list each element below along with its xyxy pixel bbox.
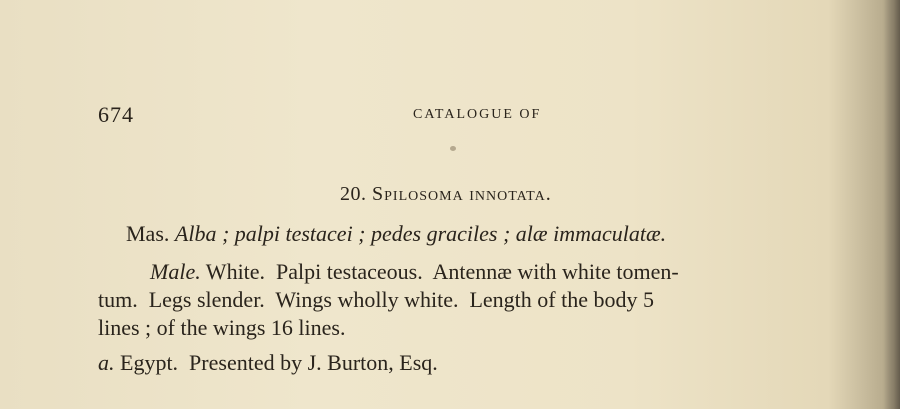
english-description-line-2: tum. Legs slender. Wings wholly white. Length of the body 5 <box>98 287 654 312</box>
english-description <box>98 258 878 342</box>
english-line-1-text: White. Palpi testaceous. Antennæ with white tomen- <box>200 259 679 284</box>
page-edge-shadow <box>884 0 900 409</box>
species-epithet: innotata. <box>469 183 552 205</box>
specimen-label: a. <box>98 350 115 375</box>
latin-description <box>126 221 666 247</box>
header-title: CATALOGUE OF <box>413 107 542 122</box>
latin-description-text: Alba ; palpi testacei ; pedes graciles ; alæ immaculatæ. <box>174 221 667 246</box>
latin-sex-label: Mas. <box>126 221 170 246</box>
species-genus: Spilosoma <box>372 183 464 205</box>
english-sex-label: Male. <box>150 259 201 284</box>
ink-smudge <box>450 146 456 151</box>
english-description-line-1 <box>98 258 878 286</box>
page-number: 674 <box>98 102 134 127</box>
english-description-line-3: lines ; of the wings 16 lines. <box>98 315 346 340</box>
species-number: 20. <box>340 183 367 205</box>
specimen-record <box>98 350 438 376</box>
species-title <box>340 183 552 206</box>
specimen-text: Egypt. Presented by J. Burton, Esq. <box>114 350 438 375</box>
running-head <box>98 102 868 130</box>
